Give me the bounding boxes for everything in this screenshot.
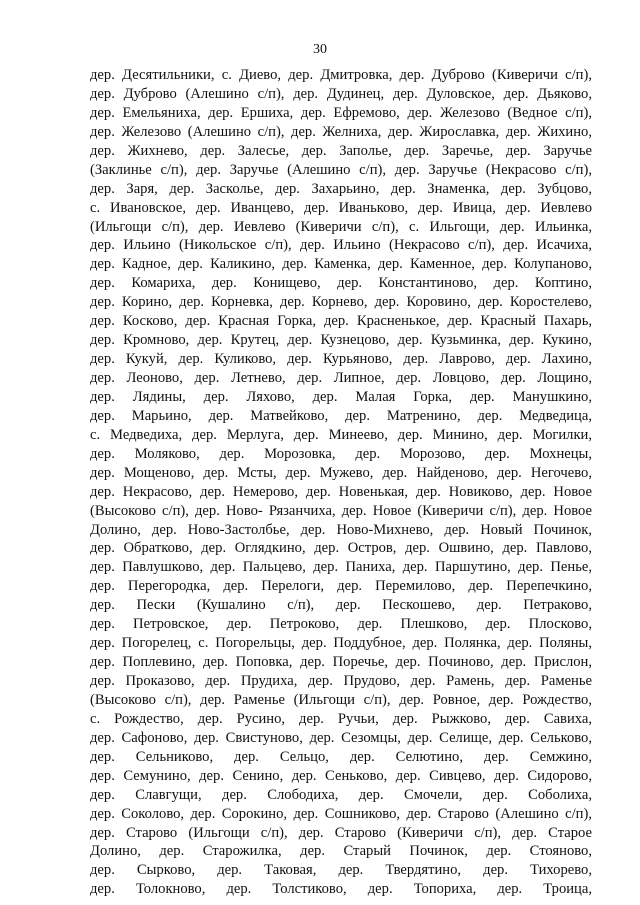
text-line: дер. Мощеново, дер. Мсты, дер. Мужево, дер. Найденово, дер. Негочево, [90,464,592,481]
text-line: дер. Дуброво (Алешино с/п), дер. Дудинец, дер. Дуловское, дер. Дьяково, [90,85,592,102]
text-line: с. Медведиха, дер. Мерлуга, дер. Минеево, дер. Минино, дер. Могилки, [90,426,592,443]
text-line: дер. Жихнево, дер. Залесье, дер. Заполье, дер. Заречье, дер. Заручье [90,142,592,159]
page-number: 30 [313,42,327,57]
text-line: дер. Пески (Кушалино с/п), дер. Пескошево, дер. Петраково, [90,597,592,614]
text-line: дер. Обратково, дер. Оглядкино, дер. Остров, дер. Ошвино, дер. Павлово, [90,540,592,557]
text-line: (Высоково с/п), дер. Раменье (Ильгощи с/п), дер. Ровное, дер. Рождество, [90,691,592,708]
text-line: дер. Марьино, дер. Матвейково, дер. Матренино, дер. Медведица, [90,407,592,424]
text-line: дер. Железово (Алешино с/п), дер. Желниха, дер. Жирославка, дер. Жихино, [90,123,592,140]
text-line: дер. Петровское, дер. Петроково, дер. Плешково, дер. Плосково, [90,616,592,633]
text-line: дер. Сырково, дер. Таковая, дер. Твердятино, дер. Тихорево, [90,862,592,879]
text-line: Долино, дер. Ново-Застолбье, дер. Ново-Михнево, дер. Новый Починок, [90,521,592,538]
text-line: с. Рождество, дер. Русино, дер. Ручьи, дер. Рыжково, дер. Савиха, [90,710,592,727]
text-line: дер. Сельниково, дер. Сельцо, дер. Селютино, дер. Семжино, [90,748,592,765]
text-line: дер. Корино, дер. Корневка, дер. Корнево, дер. Коровино, дер. Коростелево, [90,294,592,311]
text-line: дер. Сафоново, дер. Свистуново, дер. Сезомцы, дер. Селище, дер. Сельково, [90,729,592,746]
text-line: дер. Семунино, дер. Сенино, дер. Сеньково, дер. Сивцево, дер. Сидорово, [90,767,592,784]
text-line: дер. Толокново, дер. Толстиково, дер. Топориха, дер. Троица, [90,881,592,898]
text-line: дер. Славгущи, дер. Слободиха, дер. Смочели, дер. Соболиха, [90,786,592,803]
text-line: дер. Старово (Ильгощи с/п), дер. Старово (Киверичи с/п), дер. Старое [90,824,592,841]
text-line: дер. Павлушково, дер. Пальцево, дер. Паниха, дер. Паршутино, дер. Пенье, [90,559,592,576]
text-line: дер. Ильино (Никольское с/п), дер. Ильино (Некрасово с/п), дер. Исачиха, [90,237,592,254]
text-line: дер. Кромново, дер. Крутец, дер. Кузнецово, дер. Кузьминка, дер. Кукино, [90,332,592,349]
text-line: дер. Комариха, дер. Конищево, дер. Константиново, дер. Коптино, [90,275,592,292]
text-line: дер. Заря, дер. Засколье, дер. Захарьино, дер. Знаменка, дер. Зубцово, [90,180,592,197]
text-line: дер. Поплевино, дер. Поповка, дер. Поречье, дер. Починово, дер. Прислон, [90,654,592,671]
text-line: дер. Кадное, дер. Каликино, дер. Каменка, дер. Каменное, дер. Колупаново, [90,256,592,273]
text-line: дер. Моляково, дер. Морозовка, дер. Морозово, дер. Мохнецы, [90,445,592,462]
text-line: дер. Емельяниха, дер. Ершиха, дер. Ефремово, дер. Железово (Ведное с/п), [90,104,592,121]
text-line: дер. Некрасово, дер. Немерово, дер. Новенькая, дер. Новиково, дер. Новое [90,483,592,500]
text-line: дер. Косково, дер. Красная Горка, дер. Красненькое, дер. Красный Пахарь, [90,313,592,330]
text-line: (Заклинье с/п), дер. Заручье (Алешино с/п), дер. Заручье (Некрасово с/п), [90,161,592,178]
text-line: дер. Лядины, дер. Ляхово, дер. Малая Горка, дер. Манушкино, [90,388,592,405]
text-line: дер. Десятильники, с. Диево, дер. Дмитровка, дер. Дуброво (Киверичи с/п), [90,67,592,83]
text-line: дер. Перегородка, дер. Перелоги, дер. Перемилово, дер. Перепечкино, [90,578,592,595]
text-line: дер. Леоново, дер. Летнево, дер. Липное, дер. Ловцово, дер. Лощино, [90,370,592,386]
text-line: с. Ивановское, дер. Иванцево, дер. Иваньково, дер. Ивица, дер. Иевлево [90,199,592,216]
text-line: Долино, дер. Старожилка, дер. Старый Починок, дер. Стояново, [90,843,592,860]
text-line: дер. Погорелец, с. Погорельцы, дер. Поддубное, дер. Полянка, дер. Поляны, [90,635,592,652]
text-line: (Высоково с/п), дер. Ново- Рязанчиха, дер. Новое (Киверичи с/п), дер. Новое [90,502,592,519]
text-line: дер. Проказово, дер. Прудиха, дер. Прудово, дер. Рамень, дер. Раменье [90,673,592,689]
text-line: (Ильгощи с/п), дер. Иевлево (Киверичи с/п), с. Ильгощи, дер. Ильинка, [90,218,592,235]
text-line: дер. Кукуй, дер. Куликово, дер. Курьяново, дер. Лаврово, дер. Лахино, [90,351,592,368]
text-line: дер. Соколово, дер. Сорокино, дер. Сошниково, дер. Старово (Алешино с/п), [90,805,592,822]
body-text [90,66,592,899]
